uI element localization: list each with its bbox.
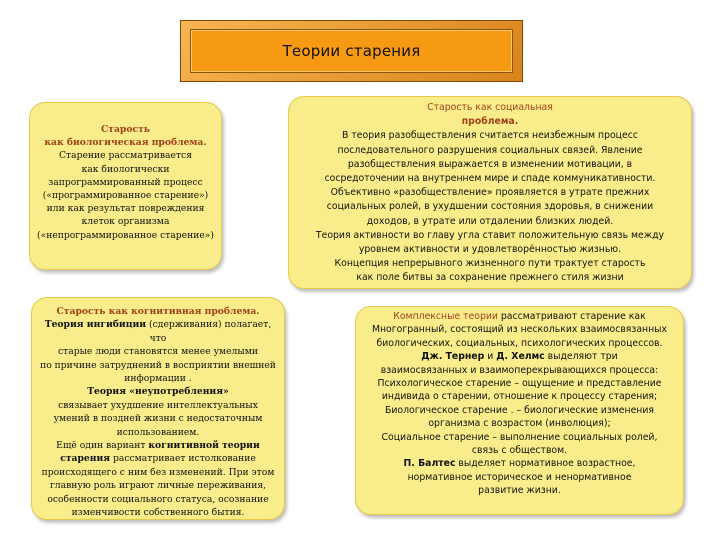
- helms-name: Д. Хелмс: [496, 351, 545, 363]
- social-line: последовательного разрушения социальных связей. Явление: [337, 144, 643, 156]
- cognitive-text: (сдерживания) полагает, что: [146, 319, 272, 344]
- complex-line: Биологическое старение . – биологические изменения: [384, 404, 655, 416]
- cognitive-line: изменчивости собственного бытия.: [71, 507, 245, 519]
- cognitive-heading: Старость как когнитивная проблема.: [56, 306, 260, 317]
- complex-line: организма с возрастом (инволюция);: [428, 418, 611, 430]
- complex-text: выделяет нормативное возрастное,: [455, 458, 636, 470]
- cognitive-line: [36, 318, 280, 345]
- complex-line: [360, 350, 679, 363]
- cognitive-theory-box: [31, 297, 285, 520]
- social-line: В теория разобществления считается неизбежным процесс: [342, 130, 638, 142]
- biological-line: или как результат повреждения: [46, 203, 205, 215]
- biological-line: («программированное старение»): [42, 190, 209, 202]
- turner-name: Дж. Тернер: [421, 351, 485, 363]
- complex-theories-term: Комплексные теории: [393, 311, 498, 322]
- complex-text: выделяют три: [544, 351, 618, 363]
- social-line: разобществления выражается в изменении мотивации, в: [347, 158, 633, 170]
- biological-line: запрограммированный процесс: [48, 176, 203, 188]
- cognitive-line: информации .: [124, 373, 192, 385]
- complex-text: рассматривают старение как: [497, 311, 646, 322]
- complex-theory-box: [355, 306, 684, 515]
- cognitive-line: использованием.: [116, 426, 200, 438]
- title-panel: [190, 29, 513, 73]
- cognitive-line: Теория «неупотребления»: [87, 386, 229, 398]
- social-line: уровнем активности и удовлетворённостью жизнью.: [358, 244, 622, 256]
- complex-line: Многогранный, состоящий из нескольких взаимосвязанных: [371, 324, 668, 336]
- complex-line: биологических, социальных, психологических процессов.: [376, 337, 663, 349]
- cognitive-line: по причине затруднений в восприятии внешней: [40, 359, 276, 371]
- complex-line: [360, 457, 679, 470]
- biological-theory-box: [29, 102, 222, 270]
- cognitive-text: Ещё один вариант: [56, 440, 149, 452]
- page-title: Теории старения: [282, 42, 421, 60]
- complex-line: нормативное историческое и ненормативное: [407, 471, 632, 483]
- complex-line: [360, 310, 679, 323]
- cognitive-line: умений в поздней жизни с недостаточным: [53, 413, 263, 425]
- aging-term: старения: [60, 453, 111, 465]
- social-line: социальных ролей, в ухудшении состояния здоровья, в снижении: [326, 201, 654, 213]
- complex-text: и: [484, 351, 497, 363]
- complex-line: Социальное старение – выполнение социальных ролей,: [381, 431, 658, 443]
- social-line: сосредоточении на внутреннем мире и спаде коммуникативности.: [324, 173, 656, 185]
- social-line: Объективно «разобществление» проявляется в утрате прежних: [330, 187, 650, 199]
- cognitive-line: [36, 439, 280, 452]
- biological-line: Старение рассматривается: [59, 150, 192, 162]
- biological-line: клеток организма: [81, 216, 170, 228]
- social-heading-2: проблема.: [461, 116, 519, 128]
- complex-line: взаимосвязанных и взаимоперекрывающихся процесса:: [380, 364, 659, 376]
- cognitive-line: связывает ухудшение интеллектуальных: [58, 399, 258, 411]
- social-heading-1: Старость как социальная: [427, 102, 553, 113]
- social-line: Теория активности во главу угла ставит положительную связь между: [315, 229, 665, 241]
- cognitive-line: главную роль играют личные переживания,: [49, 480, 267, 492]
- cognitive-theory-term: когнитивной теории: [148, 440, 260, 452]
- cognitive-line: старые люди становятся менее умелыми: [58, 346, 258, 358]
- complex-line: индивида о старении, отношение к процессу старения;: [381, 391, 658, 403]
- complex-line: развитие жизни.: [478, 485, 561, 497]
- biological-line: («непрограммированное старение»): [36, 229, 214, 241]
- cognitive-line: происходящего с ним без изменений. При этом: [41, 466, 275, 478]
- inhibition-theory-term: Теория ингибиции: [44, 319, 147, 331]
- complex-line: Психологическое старение – ощущение и представление: [377, 378, 662, 390]
- biological-line: как биологически: [81, 163, 170, 175]
- social-line: как поле битвы за сохранение прежнего стиля жизни: [356, 272, 624, 284]
- cognitive-line: особенности социального статуса, осознание: [47, 493, 269, 505]
- title-frame: [180, 20, 523, 82]
- baltes-name: П. Балтес: [403, 458, 456, 470]
- social-theory-box: [288, 96, 692, 289]
- social-line: Концепция непрерывного жизненного пути трактует старость: [334, 258, 646, 270]
- complex-line: связь с обществом.: [471, 445, 568, 457]
- cognitive-line: [36, 452, 280, 465]
- biological-heading-1: Старость: [100, 124, 151, 135]
- cognitive-text: рассматривает истолкование: [110, 453, 256, 465]
- social-line: доходов, в утрате или отдалении близких людей.: [366, 215, 614, 227]
- biological-heading-2: как биологическая проблема.: [44, 137, 207, 149]
